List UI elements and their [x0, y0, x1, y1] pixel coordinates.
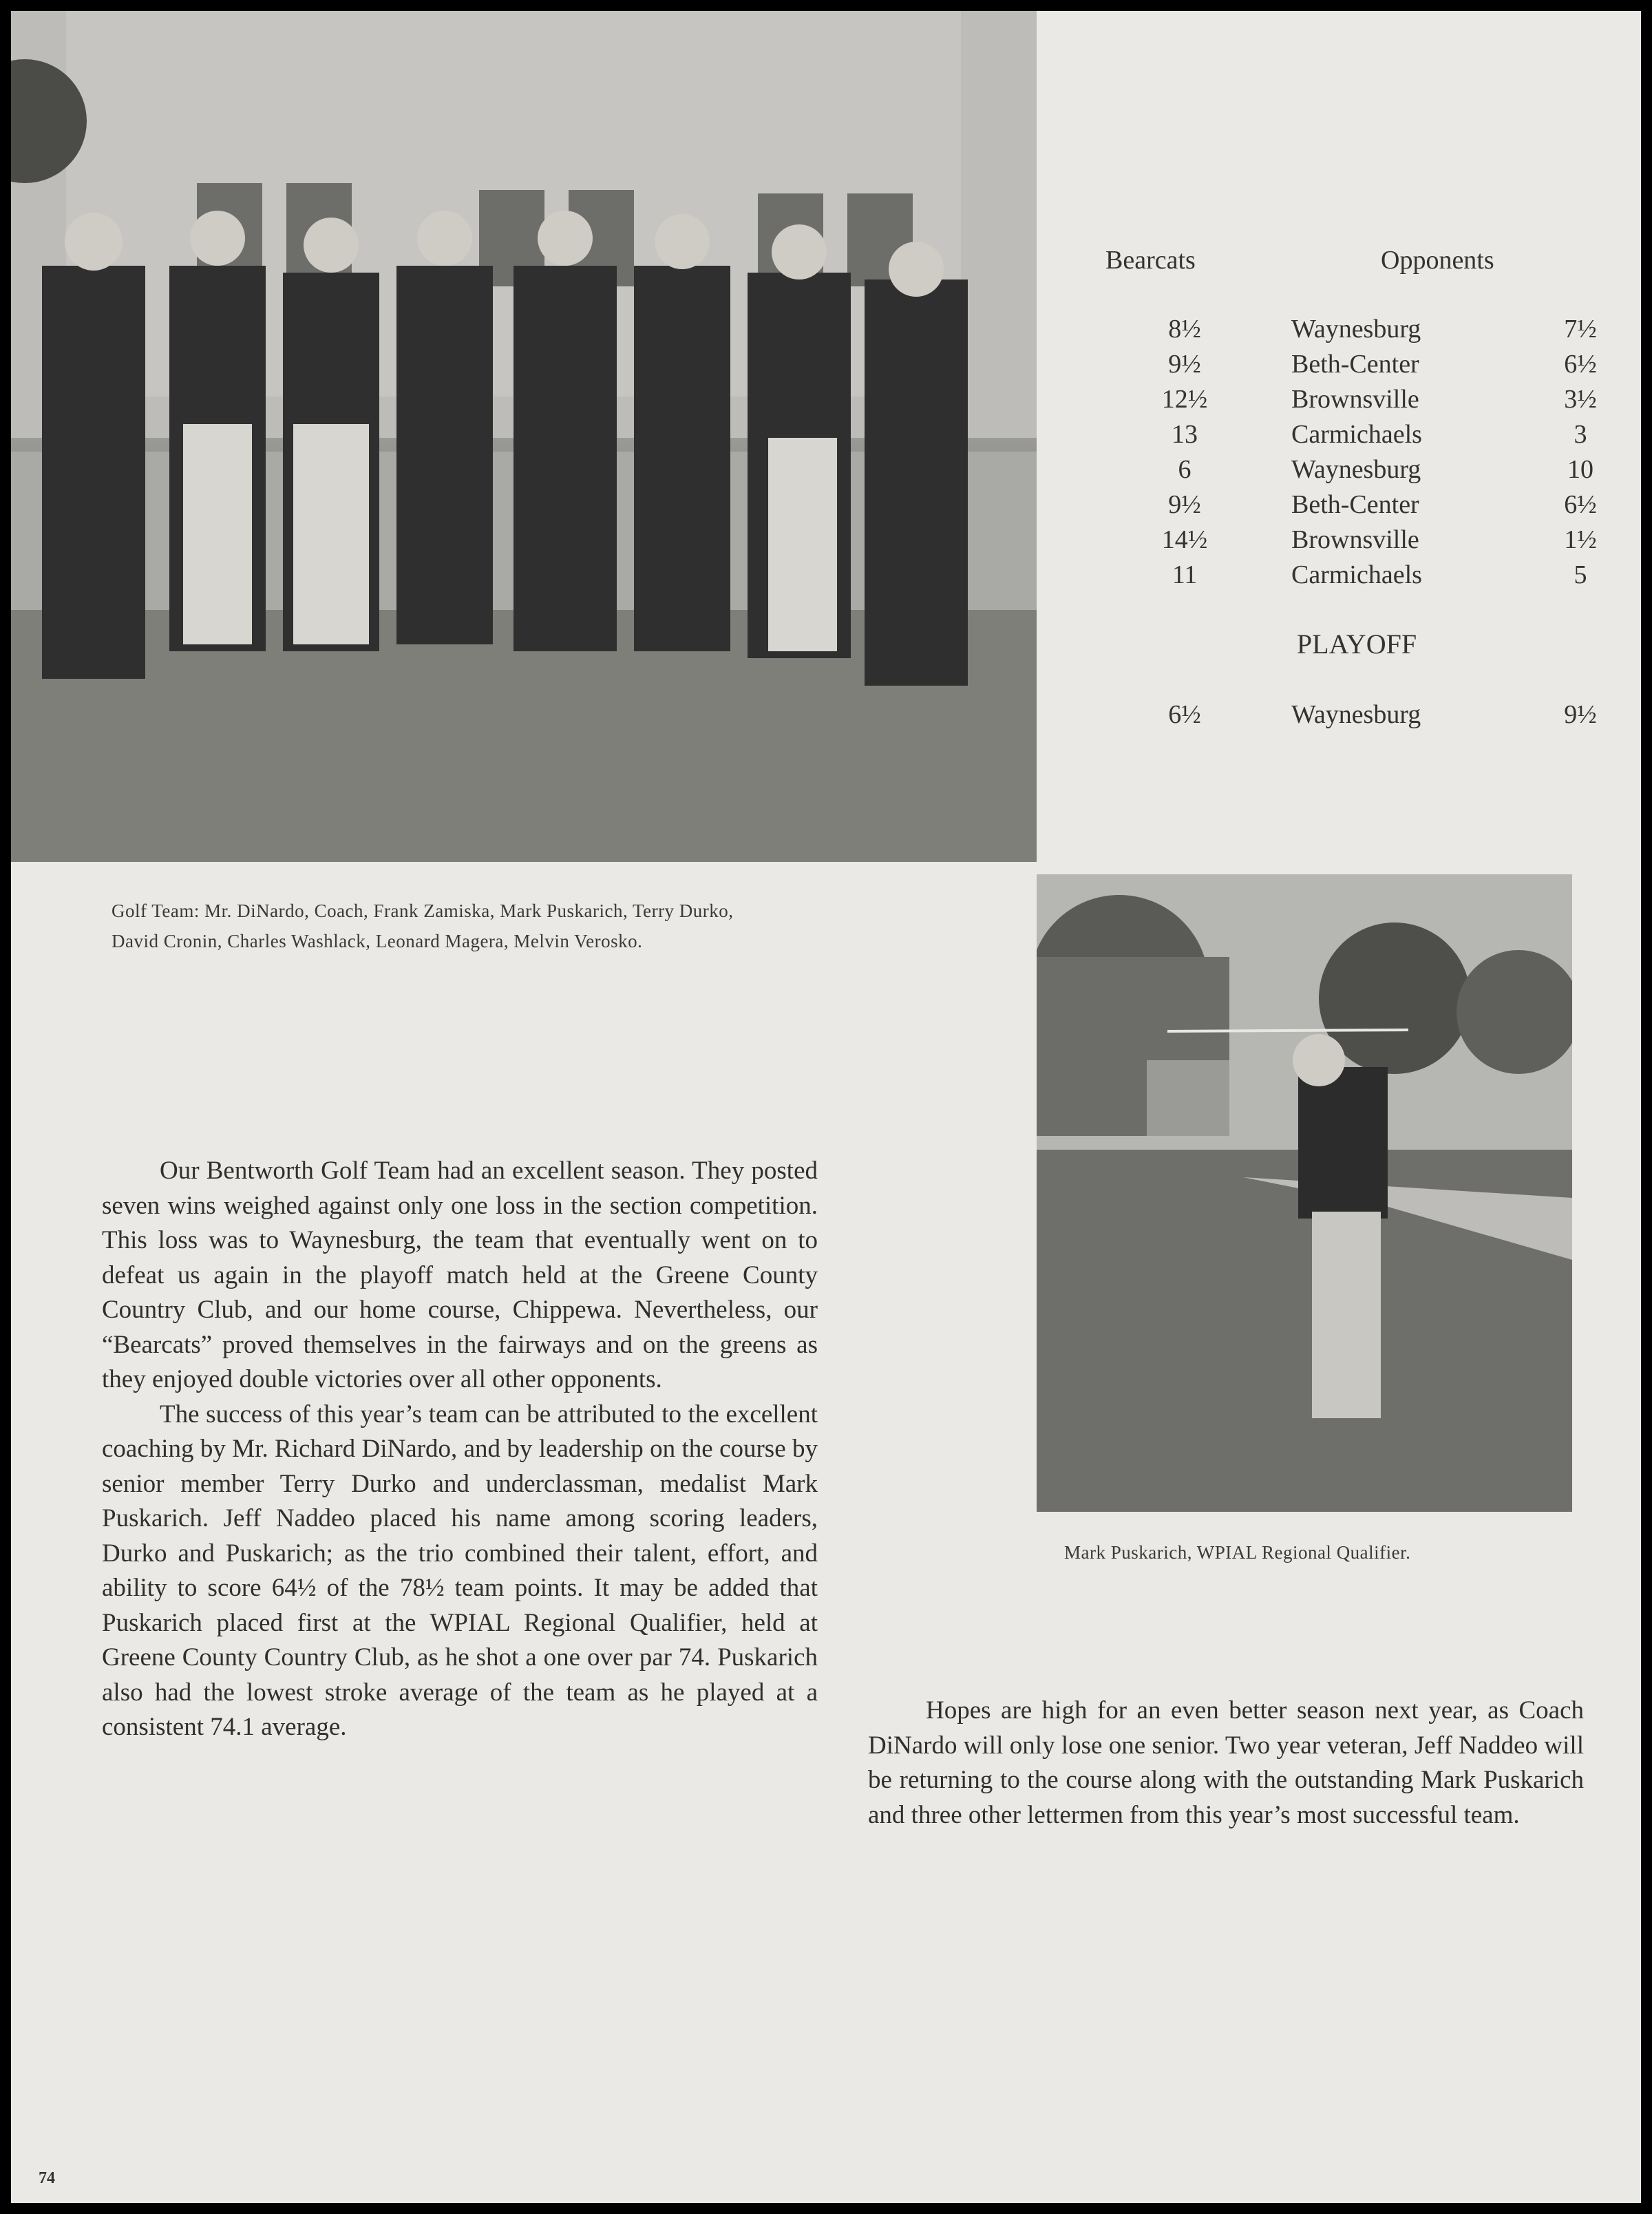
score-row: [1085, 419, 1629, 454]
bearcats-score: 9½: [1168, 490, 1201, 519]
opponent-name: Beth-Center: [1291, 490, 1419, 519]
bearcats-score: 13: [1172, 420, 1198, 449]
bearcats-score: 12½: [1161, 385, 1208, 414]
scoreboard-header-opponents: Opponents: [1381, 246, 1494, 275]
team-photo-caption: [112, 896, 734, 956]
golfer-photo-image: [1037, 874, 1572, 1512]
scoreboard-header-bearcats: Bearcats: [1105, 246, 1196, 275]
article-right-column: [868, 1694, 1584, 1833]
yearbook-page: [11, 11, 1641, 2203]
score-row: [1085, 314, 1629, 348]
bearcats-score: 8½: [1168, 315, 1201, 344]
score-row: [1085, 525, 1629, 559]
score-row: [1085, 454, 1629, 489]
article-paragraph: Our Bentworth Golf Team had an excellent season. They posted seven wins weighed against only one loss in the section competition. This loss was to Waynesburg, the team that eventually went on to defeat us again in the playoff match held at the Greene County Country Club, and our home course, Chippewa. Nevertheless, our “Bearcats” proved themselves in the fairways and on the greens as they enjoyed double victories over all other opponents.: [102, 1157, 818, 1393]
caption-line: Golf Team: Mr. DiNardo, Coach, Frank Zamiska, Mark Puskarich, Terry Durko,: [112, 900, 734, 921]
opponent-score: 3½: [1564, 385, 1597, 414]
bearcats-score: 11: [1172, 560, 1198, 589]
opponent-score: 9½: [1564, 700, 1597, 729]
playoff-heading: PLAYOFF: [1296, 629, 1417, 660]
golfer-photo: [1037, 874, 1572, 1512]
team-photo: [11, 11, 1037, 862]
bearcats-score: 9½: [1168, 350, 1201, 379]
team-photo-image: [11, 11, 1037, 862]
score-row: [1085, 349, 1629, 383]
article-paragraph: Hopes are high for an even better season next year, as Coach DiNardo will only lose one senior. Two year veteran, Jeff Naddeo will be returning to the course along with the outstanding Mark Puskarich and three other lettermen from this year’s most successful team.: [868, 1696, 1584, 1829]
playoff-row: [1085, 699, 1629, 734]
opponent-name: Beth-Center: [1291, 350, 1419, 379]
bearcats-score: 6½: [1168, 700, 1201, 729]
opponent-name: Brownsville: [1291, 385, 1419, 414]
caption-line: David Cronin, Charles Washlack, Leonard Magera, Melvin Verosko.: [112, 931, 643, 951]
opponent-name: Brownsville: [1291, 525, 1419, 554]
opponent-score: 1½: [1564, 525, 1597, 554]
golfer-photo-caption: Mark Puskarich, WPIAL Regional Qualifier.: [1064, 1542, 1411, 1563]
opponent-score: 6½: [1564, 490, 1597, 519]
opponent-score: 6½: [1564, 350, 1597, 379]
bearcats-score: 14½: [1161, 525, 1208, 554]
opponent-name: Carmichaels: [1291, 560, 1422, 589]
article-paragraph: The success of this year’s team can be attributed to the excellent coaching by Mr. Richard DiNardo, and by leadership on the course by senior member Terry Durko and underclassman, medalist Mark Puskarich. Jeff Naddeo placed his name among scoring leaders, Durko and Puskarich; as the trio combined their talent, effort, and ability to score 64½ of the 78½ team points. It may be added that Puskarich placed first at the WPIAL Regional Qualifier, held at Greene County Country Club, as he shot a one over par 74. Puskarich also had the lowest stroke average of the team as he played at a consistent 74.1 average.: [102, 1400, 818, 1741]
opponent-score: 3: [1574, 420, 1587, 449]
opponent-name: Waynesburg: [1291, 315, 1421, 344]
score-row: [1085, 489, 1629, 524]
opponent-score: 10: [1567, 455, 1593, 484]
opponent-score: 5: [1574, 560, 1587, 589]
page-number: 74: [39, 2169, 55, 2187]
opponent-name: Waynesburg: [1291, 700, 1421, 729]
bearcats-score: 6: [1178, 455, 1192, 484]
score-row: [1085, 384, 1629, 419]
opponent-name: Carmichaels: [1291, 420, 1422, 449]
score-row: [1085, 560, 1629, 594]
opponent-name: Waynesburg: [1291, 455, 1421, 484]
opponent-score: 7½: [1564, 315, 1597, 344]
article-left-column: [102, 1154, 818, 1745]
